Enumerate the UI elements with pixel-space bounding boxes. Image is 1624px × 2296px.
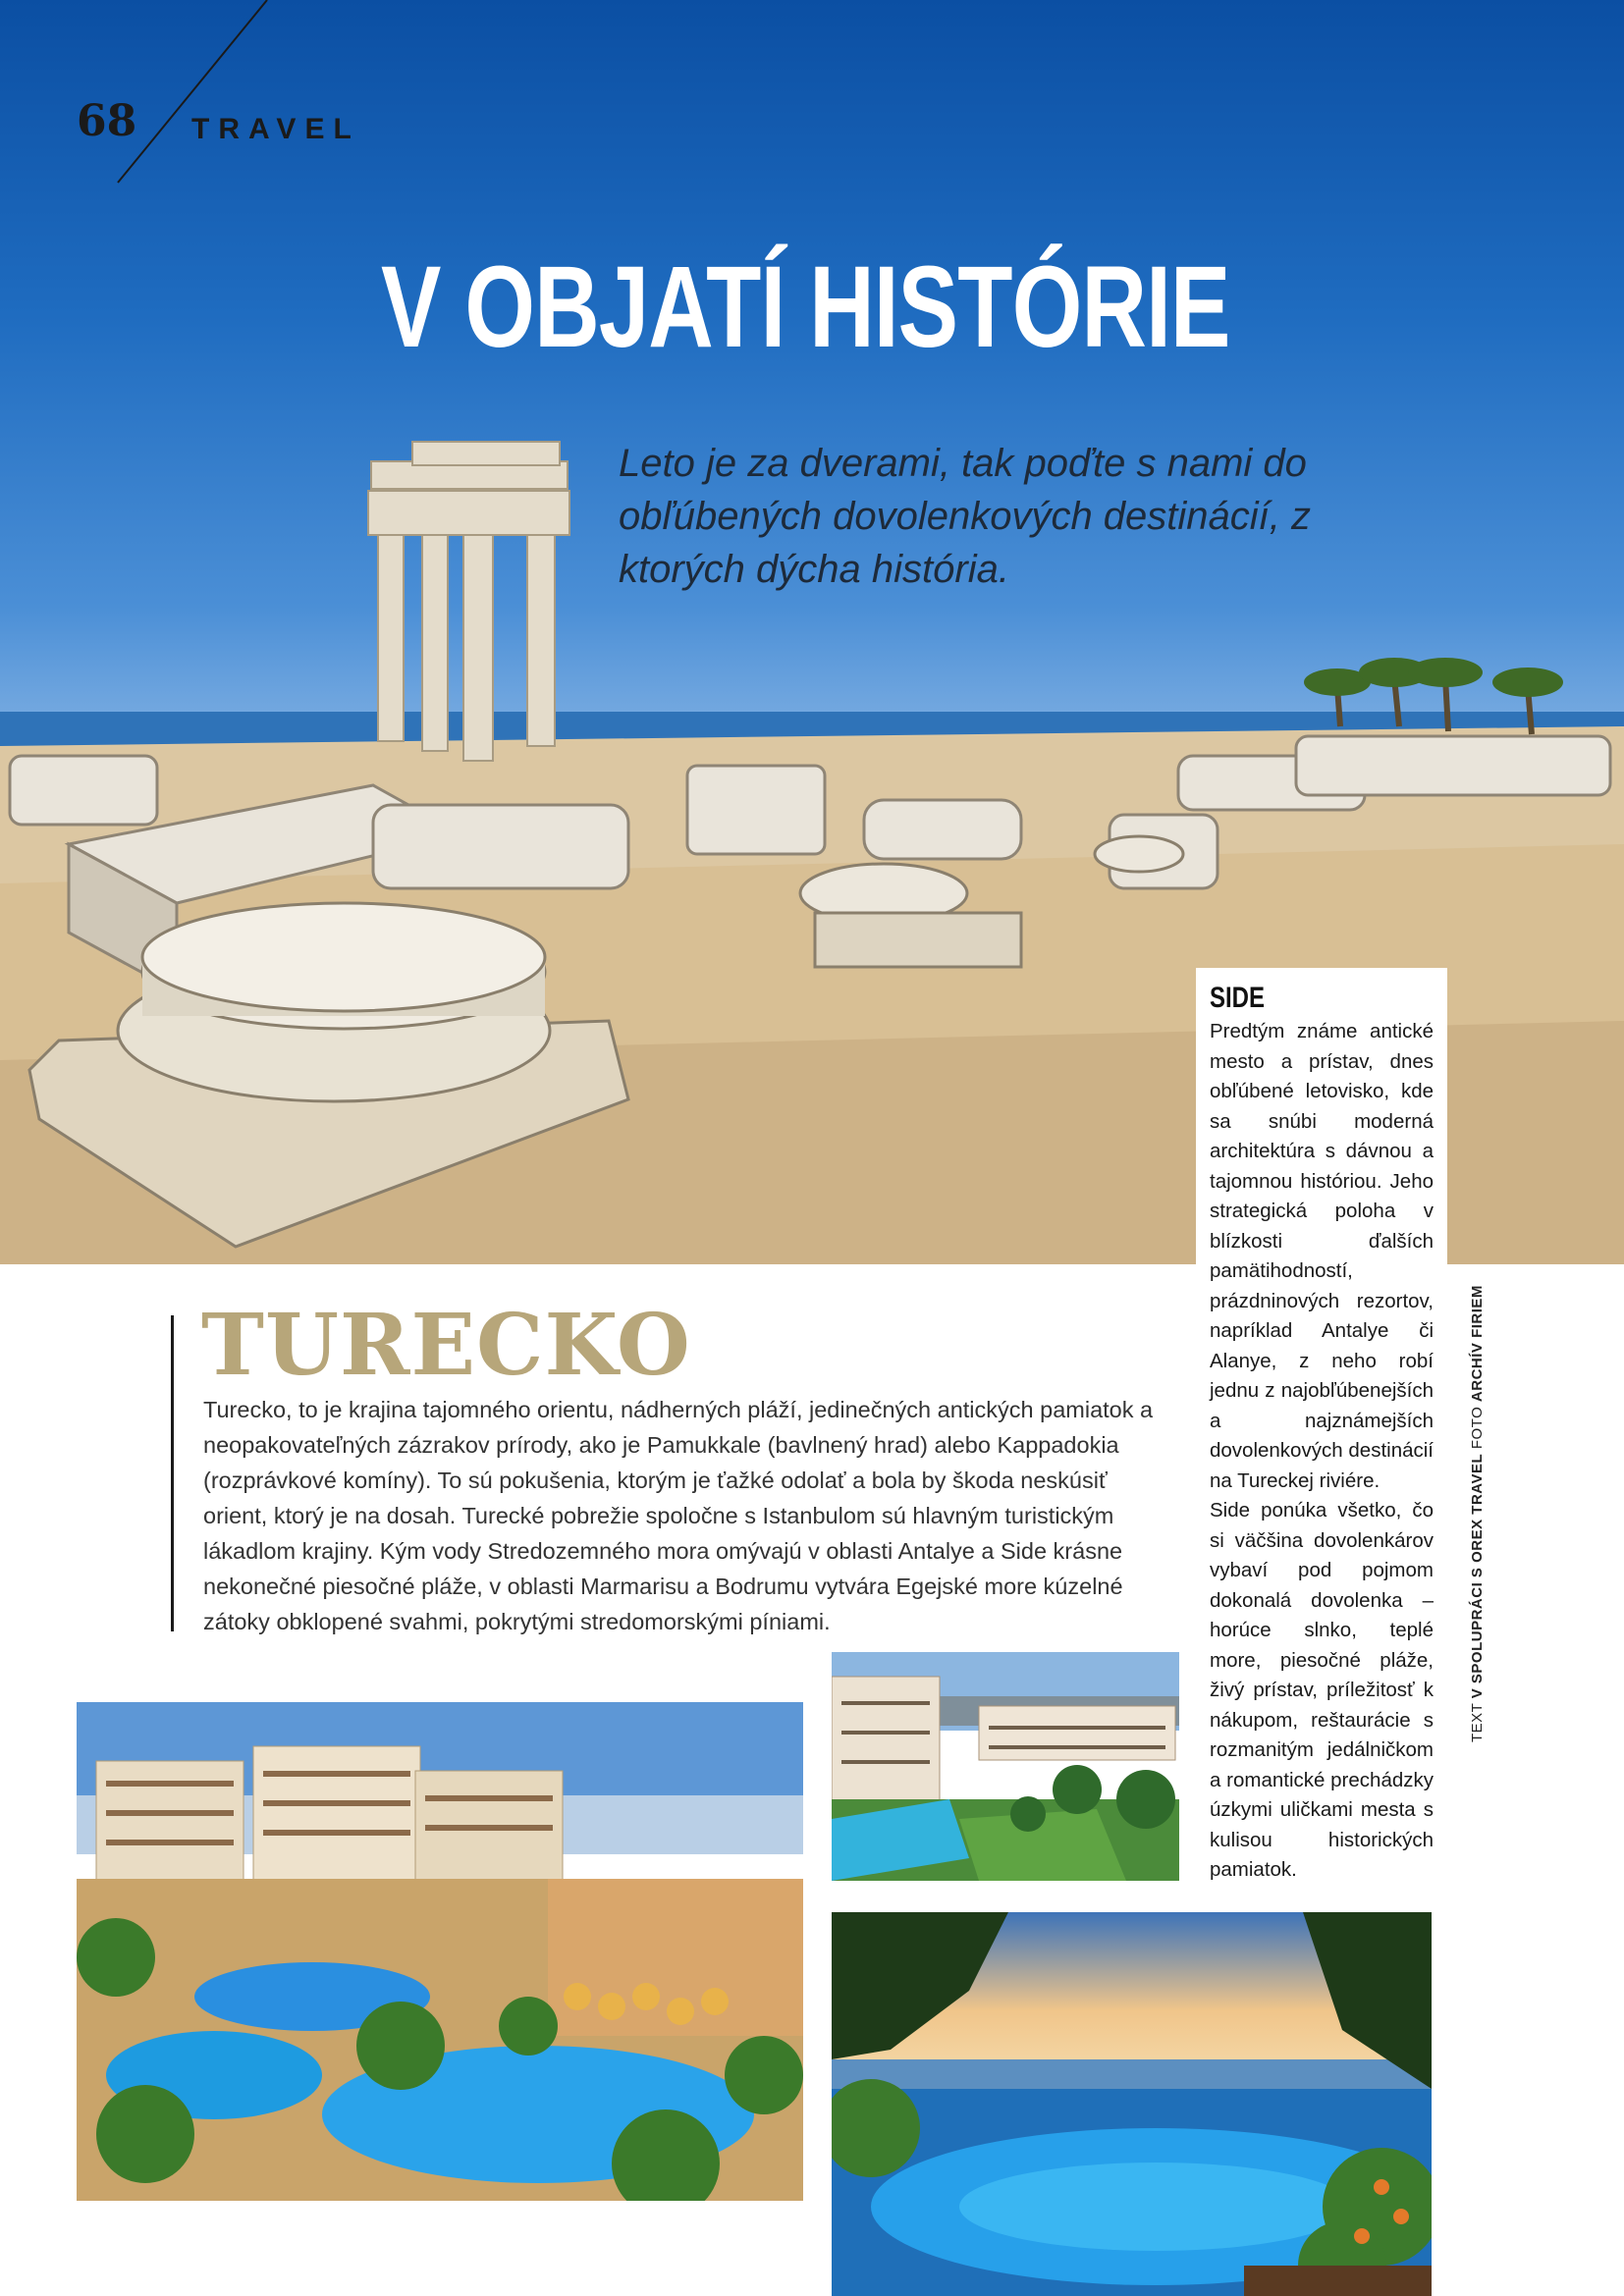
header-divider-slash bbox=[0, 0, 295, 196]
section-label: TRAVEL bbox=[191, 113, 360, 145]
credit-text-value: V SPOLUPRÁCI S OREX TRAVEL bbox=[1469, 1453, 1486, 1699]
hotel-garden-photo bbox=[832, 1652, 1179, 1881]
turecko-body-text: Turecko, to je krajina tajomného orientu, nádherných pláží, jedinečných antických pamiatok a neopakovateľných zázrakov prírody, ako je Pamukkale (bavlnený hrad) alebo Kappadokia (rozprávkové komíny). To sú pokušenia, ktorým je ťažké odolať a bola by škoda neskúsiť orient, ktorý je na dosah. Turecké pobrežie spoločne s Istanbulom sú hlavným turistickým lákadlom krajiny. Kým vody Stredozemného mora omývajú v oblasti Antalye a Side krásne nekonečné piesočné pláže, v oblasti Marmarisu a Bodrumu vytvára Egejské more kúzelné zátoky obklopené svahmi, pokrytými stredomorskými píniami. bbox=[203, 1397, 1154, 1634]
credit-photo-value: ARCHÍV FIRIEM bbox=[1469, 1285, 1486, 1403]
article-title: V OBJATÍ HISTÓRIE bbox=[381, 242, 1230, 372]
page-number: 68 bbox=[77, 96, 137, 146]
side-heading: SIDE bbox=[1210, 982, 1266, 1014]
side-sidebar bbox=[1196, 968, 1447, 1889]
side-paragraph: Predtým známe antické mesto a prístav, dnes obľúbené letovisko, kde sa snúbi moderná architektúra s dávnou a tajomnou históriou. Jeho strategická poloha v blízkosti ďalších pamätihodností, prázdninových rezortov, napríklad Antalye či Alanye, z neho robí jednu z najobľúbenejších a najznámejších dovolenkových destinácií na Tureckej riviére. bbox=[1210, 1020, 1434, 1492]
side-body-text bbox=[1210, 1017, 1434, 1886]
credit-photo-label: FOTO bbox=[1469, 1406, 1486, 1450]
photo-credits bbox=[1469, 1285, 1486, 1742]
resort-pool-photo bbox=[77, 1702, 803, 2201]
article-subtitle: Leto je za dverami, tak poďte s nami do obľúbených dovolenkových destinácií, z ktorých dýcha história. bbox=[619, 442, 1312, 591]
credit-text-label: TEXT bbox=[1469, 1702, 1486, 1742]
sunset-pool-photo bbox=[832, 1912, 1432, 2296]
side-paragraph: Side ponúka všetko, čo si väčšina dovolenkárov vybaví pod pojmom dokonalá dovolenka – horúce slnko, teplé more, piesočné pláže, živý prístav, príležitosť k nákupom, reštaurácie s rozmanitým jedálničkom a romantické prechádzky úzkymi uličkami mesta s kulisou historických pamiatok. bbox=[1210, 1499, 1434, 1881]
heading-accent-bar bbox=[171, 1315, 174, 1631]
turecko-heading: TURECKO bbox=[201, 1296, 691, 1395]
